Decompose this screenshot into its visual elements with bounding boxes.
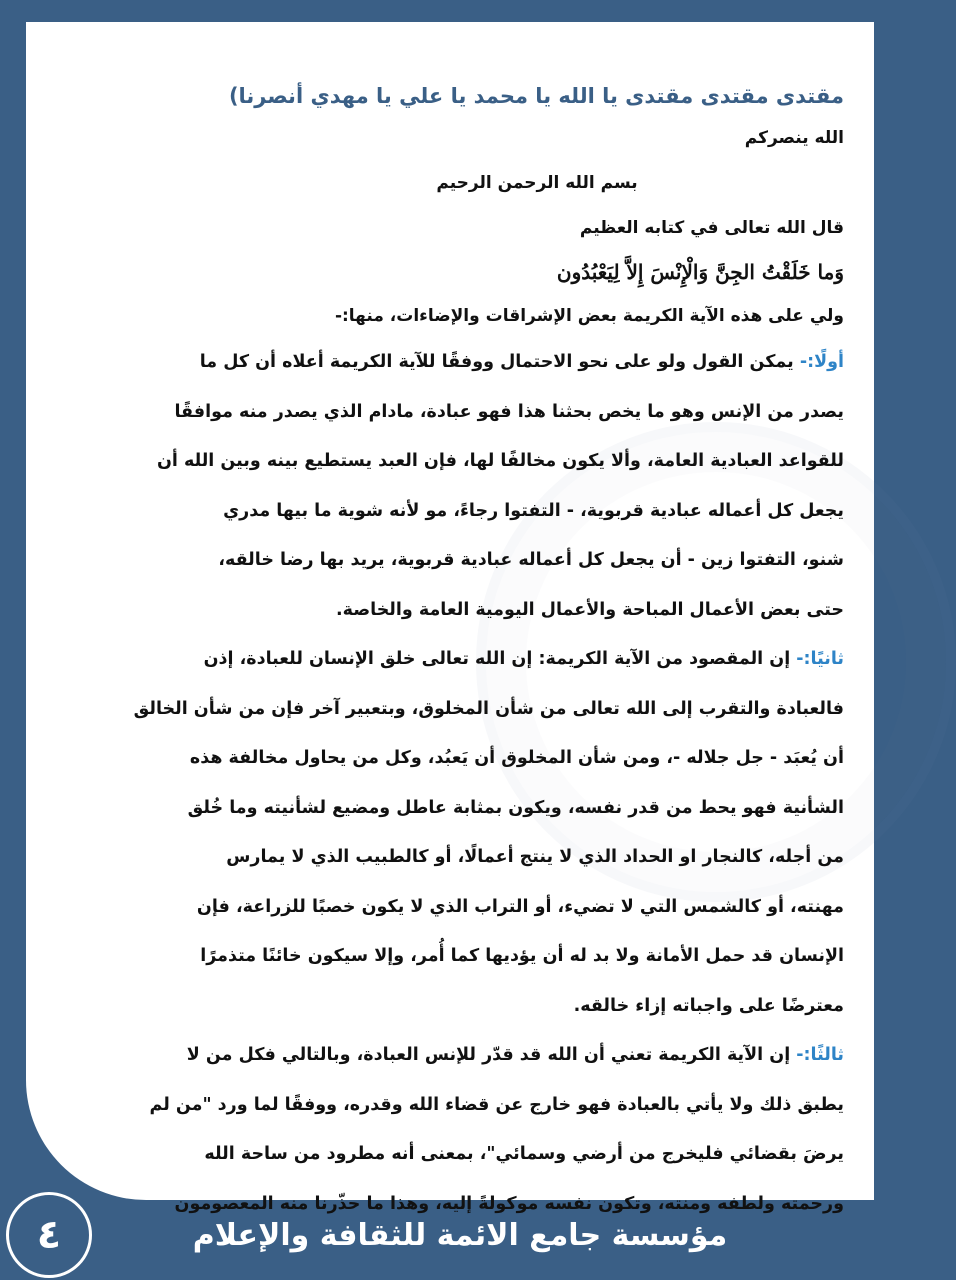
document-body [26, 22, 874, 1214]
paragraph-line: من أجله، كالنجار او الحداد الذي لا ينتج أعمالًا، أو كالطبيب الذي لا يمارس [226, 847, 844, 867]
header-reply: الله ينصركم [744, 128, 844, 148]
section-second [60, 635, 844, 1031]
section-label: ثالثًا:- [796, 1045, 844, 1065]
paragraph-line: يطبق ذلك ولا يأتي بالعبادة فهو خارج عن قضاء الله وقدره، ووفقًا لما ورد "من لم [149, 1094, 844, 1115]
paragraph-line: للقواعد العبادية العامة، وألا يكون مخالفًا لها، فإن العبد يستطيع بينه وبين الله أن [156, 451, 844, 471]
paragraph-line: حتى بعض الأعمال المباحة والأعمال اليومية العامة والخاصة. [335, 599, 844, 620]
paragraph-line: إن الآية الكريمة تعني أن الله قد قدّر للإنس العبادة، وبالتالي فكل من لا [186, 1045, 791, 1065]
verse-intro: قال الله تعالى في كتابه العظيم [579, 218, 844, 238]
paragraph-line: معترضًا على واجباته إزاء خالقه. [573, 995, 844, 1016]
paragraph-line: إن المقصود من الآية الكريمة: إن الله تعالى خلق الإنسان للعبادة، إذن [203, 649, 791, 669]
intro-line: ولي على هذه الآية الكريمة بعض الإشراقات والإضاءات، منها:- [334, 306, 844, 326]
page-card [26, 22, 874, 1214]
paragraph-line: يجعل كل أعماله عبادية قربوية، - التفتوا رجاءً، مو لأنه شوية ما بيها مدري [223, 500, 844, 521]
publisher-name: مؤسسة جامع الائمة للثقافة والإعلام [192, 1218, 728, 1253]
header-invocation: مقتدى مقتدى مقتدى يا الله يا محمد يا علي يا مهدي أنصرنا) [228, 84, 844, 108]
paragraph-line: أن يُعبَد - جل جلاله -، ومن شأن المخلوق أن يَعبُد، وكل من يحاول مخالفة هذه [189, 748, 844, 768]
paragraph-line: شنو، التفتوا زين - أن يجعل كل أعماله عبادية قربوية، يريد بها رضا خالقه، [218, 550, 844, 570]
paragraph-line: ورحمته ولطفه ومنته، وتكون نفسه موكولةً إليه، وهذا ما حذّرنا منه المعصومون [174, 1193, 844, 1214]
section-third [60, 1031, 844, 1229]
paragraph-line: يرضَ بقضائي فليخرج من أرضي وسمائي"، بمعنى أنه مطرود من ساحة الله [204, 1144, 844, 1164]
basmala: بسم الله الرحمن الرحيم [436, 173, 638, 193]
section-label: ثانيًا:- [796, 649, 844, 669]
paragraph-line: مهنته، أو كالشمس التي لا تضيء، أو التراب الذي لا يكون خصبًا للزراعة، فإن [196, 896, 844, 917]
paragraph-line: الشأنية فهو يحط من قدر نفسه، ويكون بمثابة عاطل ومضيع لشأنيته وما خُلق [187, 797, 844, 818]
section-first [60, 338, 844, 635]
paragraph-line: الإنسان قد حمل الأمانة ولا بد له أن يؤديها كما أُمر، وإلا سيكون خائنًا متذمرًا [200, 946, 844, 966]
quran-verse: وَما خَلَقْتُ الجِنَّ وَالْإِنْسَ إِلاَّ لِيَعْبُدُون [556, 260, 844, 284]
section-label: أولًا:- [799, 352, 844, 372]
paragraph-line: فالعبادة والتقرب إلى الله تعالى من شأن المخلوق، وبتعبير آخر فإن من شأن الخالق [133, 698, 844, 719]
page-number-badge: ٤ [6, 1192, 92, 1278]
paragraph-line: يمكن القول ولو على نحو الاحتمال ووفقًا للآية الكريمة أعلاه أن كل ما [199, 352, 794, 372]
paragraph-line: يصدر من الإنس وهو ما يخص بحثنا هذا فهو عبادة، مادام الذي يصدر منه موافقًا [174, 401, 844, 422]
